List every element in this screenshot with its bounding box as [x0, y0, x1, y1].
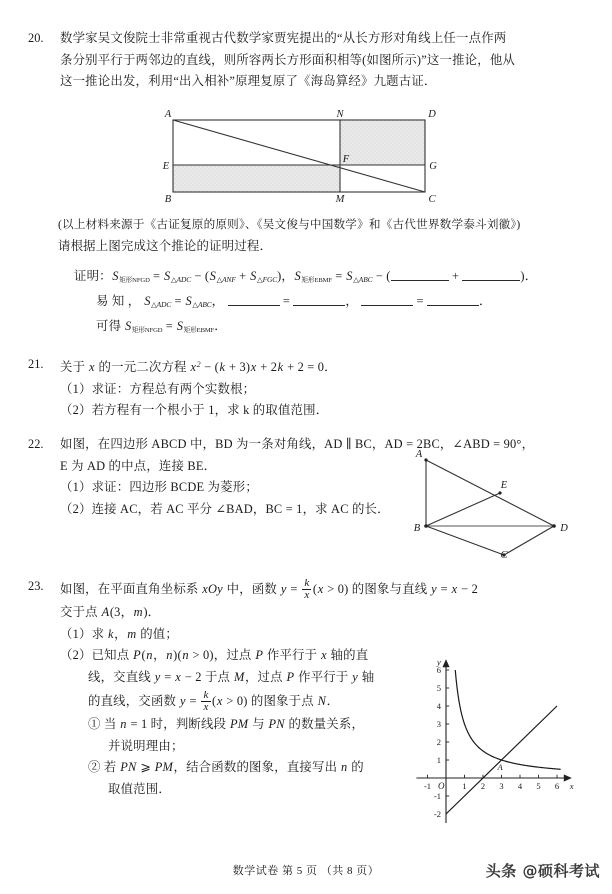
problem-23-stem: [60, 576, 478, 800]
proof-line-2: 易 知 ， $S_{\triangle ADC} = S_{\triangle ABC}$， = ， = ．: [96, 294, 492, 310]
problem-21-number: 21.: [28, 357, 44, 371]
problem-21-var: x: [89, 360, 95, 374]
watermark-label: 头条 @硕科考试: [485, 862, 600, 880]
problem-20-stem: [60, 28, 590, 93]
problem-22-line-3: （1）求证：四边形 BCDE 为菱形；: [60, 480, 258, 494]
fraction-k-over-x-1: $\frac{k}{x}$: [304, 576, 310, 602]
problem-21-line-1: [60, 354, 590, 379]
svg-text:1: 1: [462, 781, 467, 791]
problem-22-line-4: （2）连接 AC，若 AC 平分 ∠BAD，BC = 1，求 AC 的长．: [60, 501, 390, 516]
svg-text:B: B: [164, 194, 172, 202]
proof-blank-6[interactable]: [427, 294, 479, 306]
proof-blank-1[interactable]: [391, 269, 449, 281]
problem-23-item-2-cont-2: 的直线，交函数 y = $\frac{k}{x}$ (x > 0) 的图象于点 N．: [88, 688, 340, 714]
proof-sub-fgc: △FGC: [257, 275, 278, 285]
svg-text:6: 6: [436, 665, 441, 675]
problem-20-line-3: 这一推论出发，利用“出入相补”原理复原了《海岛算经》九题古证．: [60, 74, 437, 88]
svg-text:M: M: [335, 194, 345, 202]
svg-text:A: A: [497, 762, 503, 772]
problem-23-line-1: 如图，在平面直角坐标系 xOy 中，函数 y = $\frac{k}{x}$ (x > 0) 的图象与直线 y = x − 2: [60, 576, 478, 602]
svg-text:D: D: [428, 110, 436, 120]
page-footer: 数学试卷 第 5 页 （共 8 页）: [232, 865, 380, 877]
problem-21-item-1: （1）求证：方程总有两个实数根；: [60, 381, 256, 396]
problem-20-proof: [74, 266, 604, 342]
problem-22-line-2: E 为 AD 的中点，连接 BE．: [60, 458, 217, 473]
proof-sub-ebmf: 矩形EBMF: [301, 276, 332, 284]
problem-23-item-2-cont-1: 线，交直线 y = x − 2 于点 M，过点 P 作平行于 y 轴: [88, 669, 375, 684]
svg-text:E: E: [500, 480, 508, 491]
svg-text:E: E: [162, 161, 170, 172]
problem-23-sub-2: ② 若 PN ⩾ PM，结合函数的图象，直接写出 n 的: [88, 760, 364, 774]
svg-text:D: D: [560, 523, 568, 534]
proof-sub-final-right: 矩形EBMF: [183, 327, 215, 334]
problem-22-stem: [60, 434, 535, 520]
problem-23-line-2: 交于点 A(3，m)．: [60, 605, 161, 619]
problem-20-source-note: (以上材料来源于《古证复原的原则》、《吴文俊与中国数学》和《古代世界数学泰斗刘徽》): [58, 218, 521, 231]
problem-21-stem: [60, 354, 590, 422]
proof-yizhi-label: 易 知 ，: [96, 294, 141, 309]
proof-zhengming-label: 证明：: [74, 269, 112, 283]
problem-21-equation: $x^2 - (k + 3)x + 2k + 2 = 0$．: [190, 360, 337, 374]
svg-text:4: 4: [436, 701, 441, 711]
problem-20-line-2: 条分别平行于两邻边的直线，则所容两长方形面积相等(如图所示)”这一推论，他从: [60, 52, 516, 67]
problem-21-item-2: （2）若方程有一个根小于 1，求 k 的取值范围．: [60, 403, 329, 417]
svg-text:-2: -2: [433, 809, 441, 819]
problem-22-number: 22.: [28, 437, 44, 451]
problem-20-instruction: 请根据上图完成这个推论的证明过程．: [58, 238, 273, 253]
svg-text:5: 5: [436, 683, 441, 693]
problem-23-sub-1: ① 当 n = 1 时，判断线段 PM 与 PN 的数量关系，: [88, 717, 365, 731]
problem-21-prefix: 关于: [60, 360, 86, 374]
problem-23-sub-1-cont: 并说明理由；: [108, 738, 184, 753]
problem-23-chart: [416, 648, 591, 823]
svg-text:N: N: [336, 110, 344, 120]
proof-sub-adc-2: △ADC: [151, 300, 172, 310]
proof-blank-5[interactable]: [361, 294, 413, 306]
proof-sub-adc-1: △ADC: [170, 275, 192, 285]
proof-line-1: 证明：$S_{矩形NFGD} = S_{\triangle ADC} - (S_{\triangle ANF} + S_{\triangle FGC})$，$S_{矩形EBMF} = S_{\triangle ABC}$ − ( + )．: [74, 269, 538, 285]
proof-line-3: 可得 $S_{矩形NFGD} = S_{矩形EBMF}$．: [96, 319, 227, 334]
svg-text:C: C: [428, 194, 436, 202]
problem-20-number: 20.: [28, 31, 44, 45]
svg-text:2: 2: [436, 737, 441, 747]
proof-sub-nfgd: 矩形NFGD: [119, 276, 150, 284]
proof-sub-abc-2: △ABC: [192, 300, 212, 310]
svg-text:G: G: [429, 161, 437, 172]
problem-22-line-1: 如图，在四边形 ABCD 中，BD 为一条对角线，AD ∥ BC，AD = 2BC，∠ABD = 90°，: [60, 437, 535, 451]
problem-23-item-2: （2）已知点 P(n，n)(n > 0)，过点 P 作平行于 x 轴的直: [60, 648, 369, 662]
proof-blank-4[interactable]: [293, 294, 345, 306]
problem-20-source-block: [58, 214, 598, 257]
problem-20-line-1: 数学家吴文俊院士非常重视古代数学家贾宪提出的“从长方形对角线上任一点作两: [60, 31, 507, 45]
proof-blank-3[interactable]: [228, 294, 280, 306]
svg-text:y: y: [437, 657, 441, 668]
problem-22-figure: [404, 448, 584, 558]
problem-23-item-1: （1）求 k，m 的值；: [60, 626, 178, 641]
proof-sub-anf: △ANF: [216, 275, 236, 285]
problem-23-sub-2-cont: 取值范围．: [108, 781, 171, 796]
fraction-k-over-x-2: $\frac{k}{x}$: [203, 688, 209, 714]
svg-text:3: 3: [499, 781, 504, 791]
proof-sub-abc-1: △ABC: [353, 275, 373, 285]
proof-kede-label: 可得: [96, 319, 122, 334]
problem-23-number: 23.: [28, 579, 44, 593]
svg-text:A: A: [415, 449, 423, 460]
svg-text:3: 3: [436, 719, 441, 729]
svg-text:-1: -1: [433, 791, 441, 801]
problem-21-mid: 的一元二次方程: [98, 360, 187, 374]
svg-text:C: C: [500, 550, 508, 558]
problem-20-figure: [160, 110, 450, 202]
svg-text:1: 1: [436, 755, 441, 765]
svg-text:O: O: [438, 781, 445, 791]
svg-text:5: 5: [536, 781, 541, 791]
svg-text:x: x: [569, 781, 574, 791]
svg-text:2: 2: [480, 781, 486, 791]
svg-text:A: A: [164, 110, 172, 120]
svg-text:-1: -1: [423, 781, 432, 791]
svg-text:6: 6: [554, 781, 560, 791]
svg-text:B: B: [413, 523, 421, 534]
proof-blank-2[interactable]: [462, 269, 520, 281]
proof-sub-final-left: 矩形NFGD: [131, 327, 163, 334]
svg-text:F: F: [342, 154, 350, 165]
svg-text:4: 4: [517, 781, 523, 791]
